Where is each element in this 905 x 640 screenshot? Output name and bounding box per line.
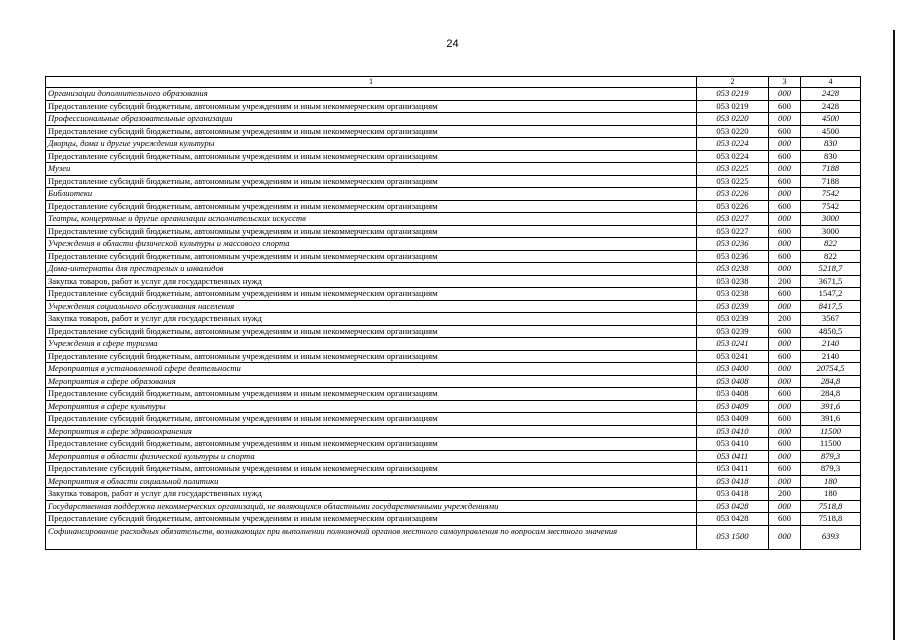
row-code-cell: 053 0418 <box>697 488 769 501</box>
row-code-cell: 053 0410 <box>697 438 769 451</box>
table-row <box>46 488 861 501</box>
row-sum-cell: 7518,8 <box>801 500 861 513</box>
table-row <box>46 163 861 176</box>
row-sum-cell: 7542 <box>801 200 861 213</box>
row-expense-type-cell: 000 <box>769 400 801 413</box>
table-body <box>46 88 861 550</box>
row-expense-type-cell: 200 <box>769 275 801 288</box>
row-sum-cell: 2428 <box>801 100 861 113</box>
row-sum-cell: 391,6 <box>801 400 861 413</box>
row-expense-type-cell: 000 <box>769 363 801 376</box>
row-code-cell: 053 0241 <box>697 350 769 363</box>
row-name-cell: Мероприятия в установленной сфере деятельности <box>46 363 697 376</box>
row-sum-cell: 284,8 <box>801 388 861 401</box>
table-row <box>46 238 861 251</box>
row-name-cell: Закупка товаров, работ и услуг для государственных нужд <box>46 275 697 288</box>
row-expense-type-cell: 000 <box>769 88 801 101</box>
row-expense-type-cell: 000 <box>769 500 801 513</box>
row-expense-type-cell: 000 <box>769 213 801 226</box>
row-sum-cell: 879,3 <box>801 463 861 476</box>
row-name-cell: Предоставление субсидий бюджетным, автономным учреждениям и иным некоммерческим организациям <box>46 175 697 188</box>
row-code-cell: 053 0408 <box>697 375 769 388</box>
row-code-cell: 053 0400 <box>697 363 769 376</box>
row-code-cell: 053 0428 <box>697 500 769 513</box>
row-name-cell: Предоставление субсидий бюджетным, автономным учреждениям и иным некоммерческим организациям <box>46 288 697 301</box>
row-name-cell: Предоставление субсидий бюджетным, автономным учреждениям и иным некоммерческим организациям <box>46 125 697 138</box>
table-row <box>46 475 861 488</box>
row-code-cell: 053 0239 <box>697 313 769 326</box>
column-number: 2 <box>697 77 769 88</box>
row-expense-type-cell: 600 <box>769 463 801 476</box>
row-code-cell: 053 0418 <box>697 475 769 488</box>
row-expense-type-cell: 600 <box>769 438 801 451</box>
row-name-cell: Предоставление субсидий бюджетным, автономным учреждениям и иным некоммерческим организациям <box>46 150 697 163</box>
table-row <box>46 300 861 313</box>
table-row <box>46 363 861 376</box>
table-row <box>46 275 861 288</box>
row-expense-type-cell: 600 <box>769 225 801 238</box>
row-code-cell: 053 0225 <box>697 175 769 188</box>
row-code-cell: 053 0239 <box>697 325 769 338</box>
row-expense-type-cell: 600 <box>769 125 801 138</box>
row-sum-cell: 7542 <box>801 188 861 201</box>
column-number-row <box>46 77 861 88</box>
row-expense-type-cell: 200 <box>769 313 801 326</box>
row-expense-type-cell: 000 <box>769 113 801 126</box>
row-code-cell: 053 0219 <box>697 88 769 101</box>
row-name-cell: Предоставление субсидий бюджетным, автономным учреждениям и иным некоммерческим организациям <box>46 250 697 263</box>
row-name-cell: Предоставление субсидий бюджетным, автономным учреждениям и иным некоммерческим организациям <box>46 200 697 213</box>
row-name-cell: Мероприятия в области физической культуры и спорта <box>46 450 697 463</box>
table-row <box>46 88 861 101</box>
row-code-cell: 053 0219 <box>697 100 769 113</box>
row-name-cell: Предоставление субсидий бюджетным, автономным учреждениям и иным некоммерческим организациям <box>46 350 697 363</box>
row-expense-type-cell: 000 <box>769 300 801 313</box>
row-name-cell: Предоставление субсидий бюджетным, автономным учреждениям и иным некоммерческим организациям <box>46 413 697 426</box>
page-edge-line <box>893 30 895 640</box>
table-row <box>46 375 861 388</box>
row-code-cell: 053 1500 <box>697 525 769 549</box>
row-code-cell: 053 0238 <box>697 275 769 288</box>
row-name-cell: Закупка товаров, работ и услуг для государственных нужд <box>46 313 697 326</box>
row-code-cell: 053 0239 <box>697 300 769 313</box>
row-code-cell: 053 0227 <box>697 213 769 226</box>
table-row <box>46 450 861 463</box>
table-row <box>46 400 861 413</box>
row-code-cell: 053 0410 <box>697 425 769 438</box>
row-expense-type-cell: 600 <box>769 288 801 301</box>
row-name-cell: Дома-интернаты для престарелых и инвалидов <box>46 263 697 276</box>
row-expense-type-cell: 000 <box>769 263 801 276</box>
row-expense-type-cell: 600 <box>769 100 801 113</box>
column-number: 1 <box>46 77 697 88</box>
table-row <box>46 188 861 201</box>
row-code-cell: 053 0428 <box>697 513 769 526</box>
table-row <box>46 413 861 426</box>
row-name-cell: Учреждения в сфере туризма <box>46 338 697 351</box>
table-row <box>46 438 861 451</box>
row-sum-cell: 7188 <box>801 163 861 176</box>
row-name-cell: Предоставление субсидий бюджетным, автономным учреждениям и иным некоммерческим организациям <box>46 388 697 401</box>
row-sum-cell: 830 <box>801 150 861 163</box>
table-row <box>46 313 861 326</box>
row-code-cell: 053 0236 <box>697 250 769 263</box>
row-expense-type-cell: 000 <box>769 188 801 201</box>
row-sum-cell: 11500 <box>801 438 861 451</box>
row-sum-cell: 3671,5 <box>801 275 861 288</box>
row-code-cell: 053 0238 <box>697 288 769 301</box>
row-sum-cell: 2140 <box>801 338 861 351</box>
row-expense-type-cell: 000 <box>769 525 801 549</box>
table-row <box>46 350 861 363</box>
row-name-cell: Музеи <box>46 163 697 176</box>
table-row <box>46 425 861 438</box>
row-expense-type-cell: 600 <box>769 413 801 426</box>
row-expense-type-cell: 600 <box>769 200 801 213</box>
row-expense-type-cell: 600 <box>769 175 801 188</box>
table-row <box>46 138 861 151</box>
row-sum-cell: 180 <box>801 488 861 501</box>
row-sum-cell: 5218,7 <box>801 263 861 276</box>
row-code-cell: 053 0411 <box>697 450 769 463</box>
row-name-cell: Театры, концертные и другие организации исполнительских искусств <box>46 213 697 226</box>
row-sum-cell: 6393 <box>801 525 861 549</box>
row-code-cell: 053 0224 <box>697 150 769 163</box>
table-row <box>46 325 861 338</box>
row-sum-cell: 822 <box>801 238 861 251</box>
row-expense-type-cell: 000 <box>769 138 801 151</box>
row-code-cell: 053 0224 <box>697 138 769 151</box>
row-sum-cell: 11500 <box>801 425 861 438</box>
row-name-cell: Мероприятия в сфере культуры <box>46 400 697 413</box>
row-sum-cell: 4500 <box>801 125 861 138</box>
table-row <box>46 225 861 238</box>
row-code-cell: 053 0227 <box>697 225 769 238</box>
row-code-cell: 053 0409 <box>697 413 769 426</box>
row-code-cell: 053 0226 <box>697 188 769 201</box>
row-sum-cell: 4850,5 <box>801 325 861 338</box>
table-row <box>46 525 861 549</box>
table-row <box>46 288 861 301</box>
table-row <box>46 338 861 351</box>
row-sum-cell: 7188 <box>801 175 861 188</box>
row-sum-cell: 2428 <box>801 88 861 101</box>
row-expense-type-cell: 000 <box>769 338 801 351</box>
row-code-cell: 053 0238 <box>697 263 769 276</box>
row-expense-type-cell: 600 <box>769 325 801 338</box>
row-sum-cell: 7518,8 <box>801 513 861 526</box>
table-row <box>46 500 861 513</box>
row-expense-type-cell: 000 <box>769 238 801 251</box>
row-name-cell: Организации дополнительного образования <box>46 88 697 101</box>
row-code-cell: 053 0408 <box>697 388 769 401</box>
row-expense-type-cell: 200 <box>769 488 801 501</box>
row-code-cell: 053 0220 <box>697 125 769 138</box>
row-sum-cell: 2140 <box>801 350 861 363</box>
row-name-cell: Профессиональные образовательные организации <box>46 113 697 126</box>
row-sum-cell: 3000 <box>801 225 861 238</box>
table-row <box>46 263 861 276</box>
row-sum-cell: 822 <box>801 250 861 263</box>
table-row <box>46 213 861 226</box>
row-name-cell: Мероприятия в области социальной политики <box>46 475 697 488</box>
row-expense-type-cell: 000 <box>769 375 801 388</box>
row-code-cell: 053 0220 <box>697 113 769 126</box>
row-code-cell: 053 0409 <box>697 400 769 413</box>
table-row <box>46 100 861 113</box>
table-row <box>46 125 861 138</box>
row-sum-cell: 180 <box>801 475 861 488</box>
table-row <box>46 513 861 526</box>
row-code-cell: 053 0226 <box>697 200 769 213</box>
table-row <box>46 388 861 401</box>
row-code-cell: 053 0236 <box>697 238 769 251</box>
row-expense-type-cell: 000 <box>769 425 801 438</box>
row-name-cell: Учреждения в области физической культуры и массового спорта <box>46 238 697 251</box>
row-name-cell: Предоставление субсидий бюджетным, автономным учреждениям и иным некоммерческим организациям <box>46 325 697 338</box>
row-sum-cell: 879,3 <box>801 450 861 463</box>
row-expense-type-cell: 000 <box>769 450 801 463</box>
row-name-cell: Библиотеки <box>46 188 697 201</box>
page-number: 24 <box>446 38 459 50</box>
row-name-cell: Мероприятия в сфере здравоохранения <box>46 425 697 438</box>
table-row <box>46 250 861 263</box>
row-name-cell: Софинансирование расходных обязательств, возникающих при выполнении полномочий органов местного самоуправления по вопросам местного значения <box>46 525 697 549</box>
budget-table <box>45 76 861 550</box>
table-row <box>46 175 861 188</box>
row-sum-cell: 830 <box>801 138 861 151</box>
column-number: 3 <box>769 77 801 88</box>
row-name-cell: Предоставление субсидий бюджетным, автономным учреждениям и иным некоммерческим организациям <box>46 438 697 451</box>
row-name-cell: Предоставление субсидий бюджетным, автономным учреждениям и иным некоммерческим организациям <box>46 225 697 238</box>
row-sum-cell: 20754,5 <box>801 363 861 376</box>
table-row <box>46 150 861 163</box>
row-expense-type-cell: 000 <box>769 163 801 176</box>
row-name-cell: Предоставление субсидий бюджетным, автономным учреждениям и иным некоммерческим организациям <box>46 513 697 526</box>
column-number: 4 <box>801 77 861 88</box>
row-sum-cell: 8417,5 <box>801 300 861 313</box>
row-sum-cell: 3567 <box>801 313 861 326</box>
row-sum-cell: 1547,2 <box>801 288 861 301</box>
row-name-cell: Мероприятия в сфере образования <box>46 375 697 388</box>
row-name-cell: Дворцы, дома и другие учреждения культуры <box>46 138 697 151</box>
row-expense-type-cell: 600 <box>769 350 801 363</box>
table-row <box>46 463 861 476</box>
row-sum-cell: 284,8 <box>801 375 861 388</box>
row-expense-type-cell: 600 <box>769 388 801 401</box>
row-code-cell: 053 0241 <box>697 338 769 351</box>
row-sum-cell: 391,6 <box>801 413 861 426</box>
row-code-cell: 053 0225 <box>697 163 769 176</box>
row-name-cell: Государственная поддержка некоммерческих организаций, не являющихся областными государственными учреждениями <box>46 500 697 513</box>
row-expense-type-cell: 000 <box>769 475 801 488</box>
row-name-cell: Предоставление субсидий бюджетным, автономным учреждениям и иным некоммерческим организациям <box>46 463 697 476</box>
row-expense-type-cell: 600 <box>769 513 801 526</box>
row-name-cell: Предоставление субсидий бюджетным, автономным учреждениям и иным некоммерческим организациям <box>46 100 697 113</box>
row-expense-type-cell: 600 <box>769 150 801 163</box>
row-code-cell: 053 0411 <box>697 463 769 476</box>
row-sum-cell: 4500 <box>801 113 861 126</box>
row-sum-cell: 3000 <box>801 213 861 226</box>
row-expense-type-cell: 600 <box>769 250 801 263</box>
row-name-cell: Учреждения социального обслуживания населения <box>46 300 697 313</box>
table-row <box>46 113 861 126</box>
table-row <box>46 200 861 213</box>
row-name-cell: Закупка товаров, работ и услуг для государственных нужд <box>46 488 697 501</box>
